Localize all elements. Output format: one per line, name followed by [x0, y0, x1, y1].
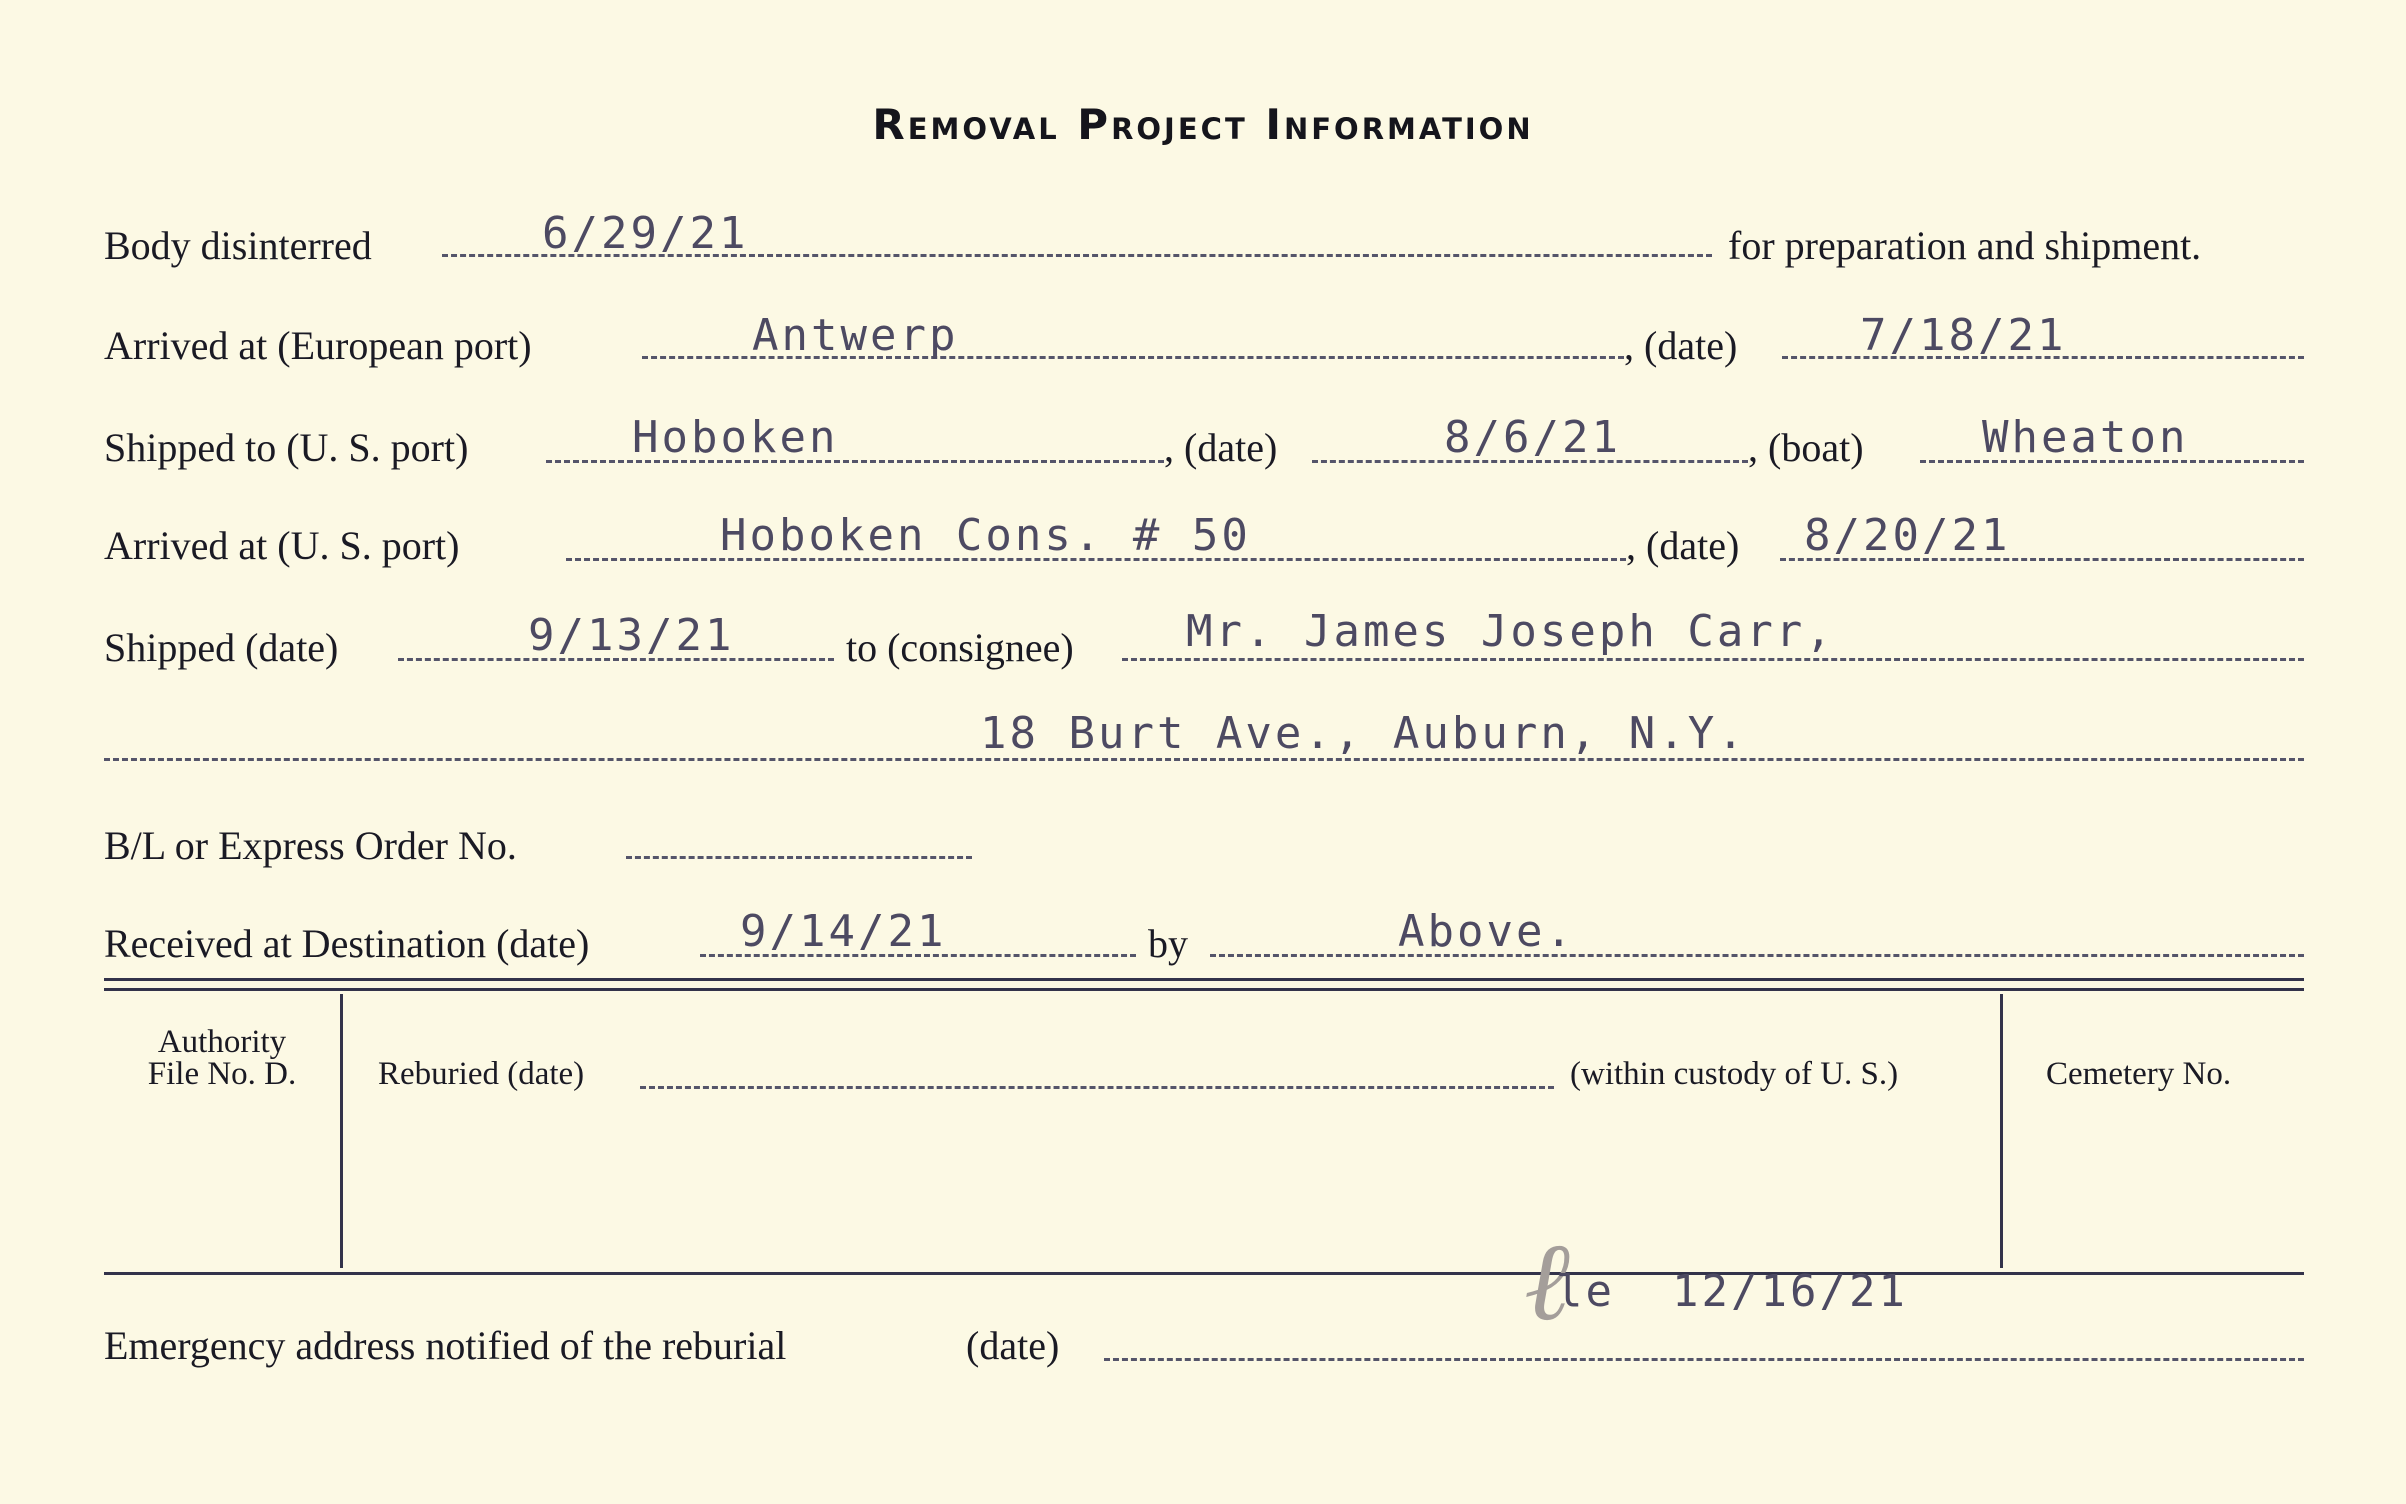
consignee-name: Mr. James Joseph Carr,	[1186, 606, 1835, 657]
arrived-date-label: , (date)	[1626, 523, 1740, 568]
table-bottom-rule	[104, 1272, 2304, 1275]
disinterred-date: 6/29/21	[542, 208, 749, 259]
arrived-us-label: Arrived at (U. S. port)	[104, 523, 460, 568]
shipped-date: 9/13/21	[528, 610, 735, 661]
authority-line2: File No. D.	[147, 1056, 297, 1092]
received-date: 9/14/21	[740, 906, 947, 957]
us-port-label: Shipped to (U. S. port)	[104, 425, 469, 470]
boat-value: Wheaton	[1982, 412, 2189, 463]
emergency-date-label: (date)	[966, 1323, 1060, 1368]
table-top-rule-2	[104, 988, 2304, 991]
arrived-date: 8/20/21	[1804, 510, 2011, 561]
custody-label: (within custody of U. S.)	[1570, 1056, 1899, 1092]
consignee-label: to (consignee)	[846, 625, 1074, 670]
disinterred-label: Body disinterred	[104, 223, 372, 268]
received-label: Received at Destination (date)	[104, 921, 590, 966]
arrived-us-value: Hoboken Cons. # 50	[720, 510, 1251, 561]
emergency-date: 12/16/21	[1672, 1266, 1908, 1317]
consignee-line	[1122, 658, 2304, 661]
authority-divider	[340, 994, 343, 1268]
emergency-initials: le	[1556, 1266, 1615, 1317]
euro-date: 7/18/21	[1860, 310, 2067, 361]
emergency-label: Emergency address notified of the reburial	[104, 1323, 787, 1368]
bl-line	[626, 856, 972, 859]
us-date-label: , (date)	[1164, 425, 1278, 470]
by-label: by	[1148, 921, 1188, 966]
consignee-address: 18 Burt Ave., Auburn, N.Y.	[980, 708, 1747, 759]
euro-date-label: , (date)	[1624, 323, 1738, 368]
shipped-date-label: Shipped (date)	[104, 625, 339, 670]
euro-port-label: Arrived at (European port)	[104, 323, 532, 368]
cemetery-label: Cemetery No.	[2046, 1056, 2232, 1092]
reburied-label: Reburied (date)	[378, 1056, 585, 1092]
bl-label: B/L or Express Order No.	[104, 823, 517, 868]
emergency-line	[1104, 1358, 2304, 1361]
us-port-value: Hoboken	[632, 412, 839, 463]
page-title: Removal Project Information	[872, 100, 1534, 149]
by-line	[1210, 954, 2304, 957]
us-date: 8/6/21	[1444, 412, 1621, 463]
euro-port-value: Antwerp	[752, 310, 959, 361]
cemetery-divider	[2000, 994, 2003, 1268]
reburied-line	[640, 1086, 1554, 1089]
boat-label: , (boat)	[1748, 425, 1864, 470]
table-top-rule	[104, 978, 2304, 981]
received-by: Above.	[1398, 906, 1575, 957]
disinterred-suffix: for preparation and shipment.	[1728, 223, 2202, 268]
handwritten-mark: ℓ	[1524, 1217, 1570, 1345]
authority-line1: Authority	[157, 1024, 287, 1060]
